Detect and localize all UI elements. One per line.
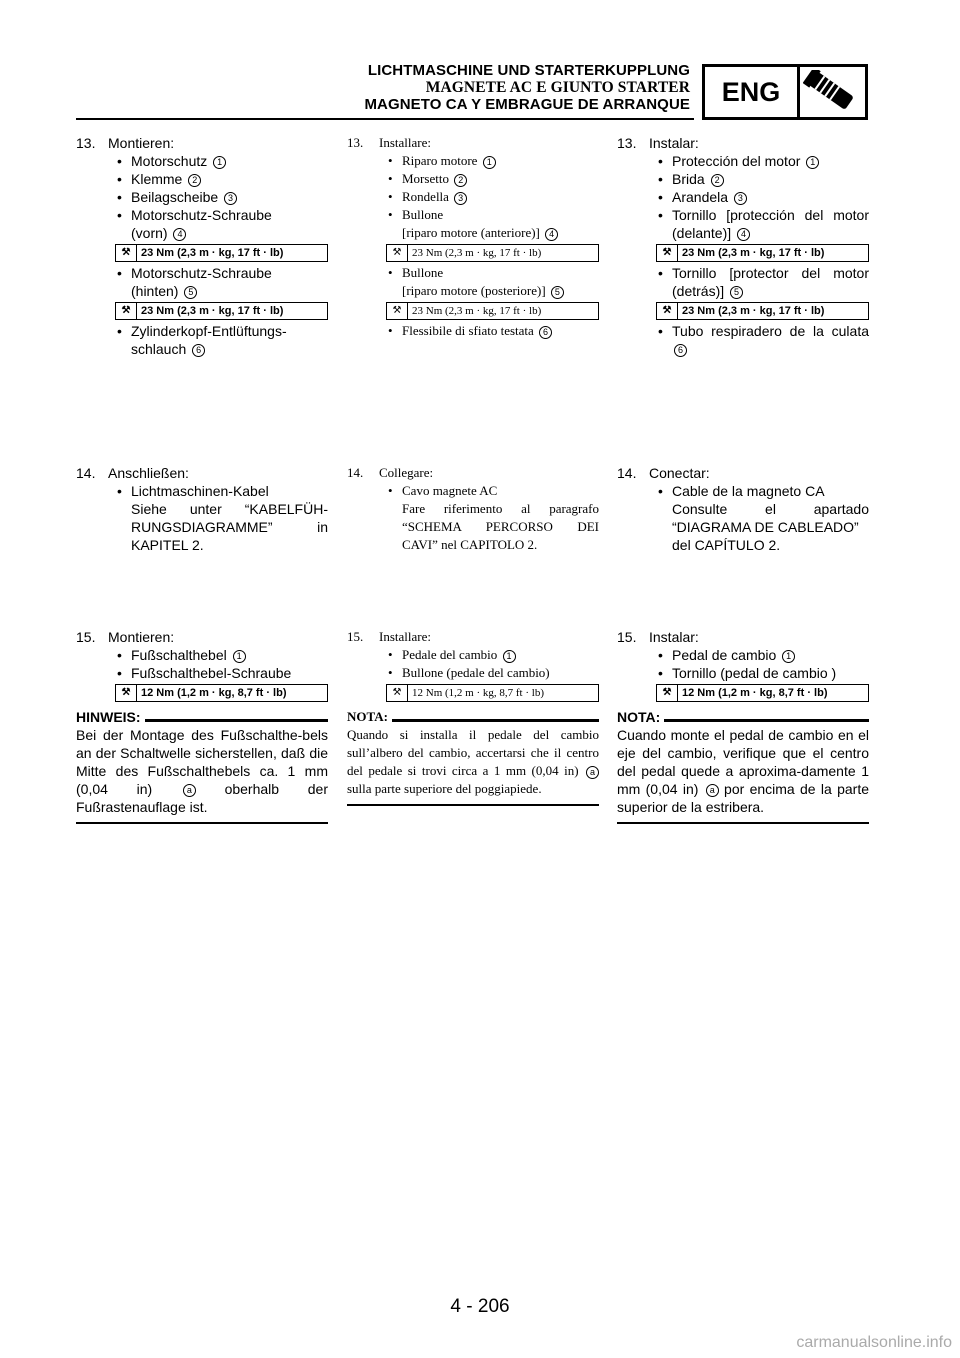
note-heading: NOTA: — [617, 708, 869, 726]
note-end-rule — [617, 822, 869, 824]
step-14-de: 14. Anschließen: • Lichtmaschinen-Kabel Siehe unter “KABELFÜH- RUNGSDIAGRAMME” in KAPITEL 2. — [76, 465, 328, 553]
step-14-es: 14. Conectar: • Cable de la magneto CA Consulte el apartado “DIAGRAMA DE CABLEADO” del CAPÍTULO 2. — [617, 465, 869, 553]
header-rule — [76, 118, 694, 120]
reference-text: del CAPÍTULO 2. — [672, 537, 781, 553]
list-item: • Morsetto 2 — [347, 170, 599, 188]
callout-number: 6 — [192, 344, 205, 357]
reference-text: CAVI” nel CAPITOLO 2. — [402, 537, 538, 552]
note-heading: HINWEIS: — [76, 708, 328, 726]
note-end-rule — [347, 804, 599, 806]
torque-spec: ⚒ 23 Nm (2,3 m · kg, 17 ft · lb) — [115, 302, 328, 320]
reference-text: Fare riferimento al paragrafo — [402, 501, 599, 516]
callout-number: 2 — [711, 174, 724, 187]
torque-wrench-icon: ⚒ — [387, 685, 408, 701]
callout-number: 1 — [483, 156, 496, 169]
reference-text: KAPITEL 2. — [131, 537, 204, 553]
note-body: Quando si installa il pedale del cambio sull’albero del cambio, accertarsi che il centro del pedale si trovi circa a 1 mm (0,04 in) a sulla parte superiore del poggiapiede. — [347, 727, 599, 796]
list-item: • Arandela 3 — [617, 188, 869, 206]
torque-spec: ⚒ 23 Nm (2,3 m · kg, 17 ft · lb) — [386, 244, 599, 262]
step-14-it: 14. Collegare: • Cavo magnete AC Fare riferimento al paragrafo “SCHEMA PERCORSO DEI CAVI” nel CAPITOLO 2. — [347, 465, 599, 552]
step-13-es: 13. Instalar: • Protección del motor 1 • Brida 2 • Arandela 3 • Tornillo [protección del motor (delante)] 4 ⚒ 23 Nm (2,3 m · kg, 17 ft · lb) • Tornillo [protector del motor (detrás)] 5 ⚒ 23 Nm (2,3 m · kg, 17 ft · lb) • Tubo respiradero de la culata 6 — [617, 134, 869, 358]
torque-spec: ⚒ 23 Nm (2,3 m · kg, 17 ft · lb) — [386, 302, 599, 320]
callout-number: 5 — [184, 286, 197, 299]
list-item: • Pedale del cambio 1 — [347, 646, 599, 664]
list-item: • Protección del motor 1 — [617, 152, 869, 170]
callout-number: 3 — [734, 192, 747, 205]
note-end-rule — [76, 822, 328, 824]
callout-number: 6 — [539, 326, 552, 339]
list-item: • Lichtmaschinen-Kabel — [117, 483, 269, 499]
list-item: • Cavo magnete AC — [388, 483, 498, 498]
torque-wrench-icon: ⚒ — [387, 245, 408, 261]
reference-text: “SCHEMA PERCORSO DEI — [402, 519, 599, 534]
callout-number: 5 — [730, 286, 743, 299]
torque-spec: ⚒ 12 Nm (1,2 m · kg, 8,7 ft · lb) — [656, 684, 869, 702]
page-number: 4 - 206 — [450, 1296, 510, 1317]
list-item: • Motorschutz-Schraube (vorn) 4 — [117, 207, 272, 241]
list-item: • Flessibile di sfiato testata 6 — [347, 322, 599, 340]
callout-number: 1 — [213, 156, 226, 169]
list-item: • Fußschalthebel-Schraube — [117, 665, 292, 681]
section-badge-label: ENG — [705, 67, 800, 117]
step-15-de: 15. Montieren: • Fußschalthebel 1 • Fußschalthebel-Schraube ⚒ 12 Nm (1,2 m · kg, 8,7 ft · lb) HINWEIS: Bei der Montage des Fußschalthe-bels an der Schaltwelle sicherstellen, daß die Mitte des Fußschalthebels ca. 1 mm (0,04 in) a oberhalb der Fußrastenauflage ist. — [76, 628, 328, 824]
list-item: • Tornillo (pedal de cambio ) — [658, 665, 837, 681]
callout-number: 3 — [224, 192, 237, 205]
torque-wrench-icon: ⚒ — [116, 303, 137, 319]
wrench-bolt-icon — [800, 67, 865, 117]
list-item: • Tornillo [protector del motor (detrás)] 5 — [658, 265, 869, 299]
callout-number: 4 — [545, 228, 558, 241]
torque-wrench-icon: ⚒ — [657, 245, 678, 261]
list-item: • Zylinderkopf-Entlüftungs- schlauch 6 — [117, 323, 287, 357]
step-15-it: 15. Installare: • Pedale del cambio 1 • Bullone (pedale del cambio) ⚒ 12 Nm (1,2 m · kg, 8,7 ft · lb) NOTA: Quando si installa il pedale del cambio sull’albero del cambio, accertarsi che il centro del pedale si trovi circa a 1 mm (0,04 in) a sulla parte superiore del poggiapiede. — [347, 628, 599, 806]
list-item: • Brida 2 — [617, 170, 869, 188]
callout-number: 4 — [737, 228, 750, 241]
list-item: • Cable de la magneto CA — [658, 483, 825, 499]
callout-number: 2 — [454, 174, 467, 187]
torque-wrench-icon: ⚒ — [116, 245, 137, 261]
reference-text: Consulte el apartado — [672, 501, 869, 517]
header-title-it: MAGNETE AC E GIUNTO STARTER — [425, 79, 690, 96]
torque-spec: ⚒ 12 Nm (1,2 m · kg, 8,7 ft · lb) — [386, 684, 599, 702]
step-15-es: 15. Instalar: • Pedal de cambio 1 • Tornillo (pedal de cambio ) ⚒ 12 Nm (1,2 m · kg, 8,7 ft · lb) NOTA: Cuando monte el pedal de cambio en el eje del cambio, verifique que el centro del pedal quede a aproxima-damente 1 mm (0,04 in) a por encima de la parte superior de la estribera. — [617, 628, 869, 824]
step-number: 13. — [76, 135, 96, 151]
callout-letter: a — [183, 784, 196, 797]
torque-wrench-icon: ⚒ — [657, 303, 678, 319]
list-item: • Tubo respiradero de la culata 6 — [658, 323, 869, 355]
list-item: • Bullone [riparo motore (anteriore)] 4 — [347, 206, 599, 242]
callout-number: 6 — [674, 344, 687, 357]
callout-letter: a — [586, 766, 599, 779]
step-13-it: 13. Installare: • Riparo motore 1 • Morsetto 2 • Rondella 3 • Bullone [riparo motore (anteriore)] 4 ⚒ 23 Nm (2,3 m · kg, 17 ft · lb) • Bullone [riparo motore (posteriore)] 5 ⚒ 23 Nm (2,3 m · kg, 17 ft · lb) • Flessibile di sfiato testata 6 — [347, 134, 599, 340]
callout-number: 3 — [454, 192, 467, 205]
torque-spec: ⚒ 23 Nm (2,3 m · kg, 17 ft · lb) — [656, 302, 869, 320]
callout-number: 2 — [188, 174, 201, 187]
callout-number: 4 — [173, 228, 186, 241]
callout-number: 1 — [503, 650, 516, 663]
header-title-es: MAGNETO CA Y EMBRAGUE DE ARRANQUE — [364, 96, 690, 113]
list-item: • Pedal de cambio 1 — [617, 646, 869, 664]
callout-number: 5 — [551, 286, 564, 299]
torque-spec: ⚒ 23 Nm (2,3 m · kg, 17 ft · lb) — [115, 244, 328, 262]
list-item: • Klemme 2 — [76, 170, 328, 188]
list-item: • Fußschalthebel 1 — [76, 646, 328, 664]
callout-number: 1 — [782, 650, 795, 663]
reference-text: Siehe unter “KABELFÜH- — [131, 501, 328, 517]
torque-spec: ⚒ 23 Nm (2,3 m · kg, 17 ft · lb) — [656, 244, 869, 262]
torque-wrench-icon: ⚒ — [387, 303, 408, 319]
callout-number: 1 — [233, 650, 246, 663]
reference-text: “DIAGRAMA DE CABLEADO” — [672, 519, 859, 535]
watermark[interactable]: carmanualsonline.info — [796, 1334, 952, 1351]
step-title: Montieren: — [108, 135, 175, 151]
list-item: • Beilagscheibe 3 — [76, 188, 328, 206]
header-title-de: LICHTMASCHINE UND STARTERKUPPLUNG — [367, 62, 690, 79]
reference-text: RUNGSDIAGRAMME” in — [131, 519, 328, 535]
list-item: • Motorschutz 1 — [76, 152, 328, 170]
torque-wrench-icon: ⚒ — [657, 685, 678, 701]
list-item: • Rondella 3 — [347, 188, 599, 206]
list-item: • Tornillo [protección del motor (delante)] 4 — [658, 207, 869, 241]
note-body: Cuando monte el pedal de cambio en el eje del cambio, verifique que el centro del pedal quede a aproxima-damente 1 mm (0,04 in) a por encima de la parte superior de la estribera. — [617, 727, 869, 815]
torque-wrench-icon: ⚒ — [116, 685, 137, 701]
note-heading: NOTA: — [347, 708, 599, 726]
note-body: Bei der Montage des Fußschalthe-bels an der Schaltwelle sicherstellen, daß die Mitte des Fußschalthebels ca. 1 mm (0,04 in) a oberhalb der Fußrastenauflage ist. — [76, 727, 328, 815]
callout-number: 1 — [806, 156, 819, 169]
step-13-de — [76, 134, 328, 358]
list-item: • Motorschutz-Schraube (hinten) 5 — [117, 265, 272, 299]
list-item: • Bullone (pedale del cambio) — [388, 665, 550, 680]
callout-letter: a — [706, 784, 719, 797]
section-badge — [702, 64, 868, 120]
page-header — [364, 62, 690, 113]
list-item: • Bullone [riparo motore (posteriore)] 5 — [347, 264, 599, 300]
list-item: • Riparo motore 1 — [347, 152, 599, 170]
torque-spec: ⚒ 12 Nm (1,2 m · kg, 8,7 ft · lb) — [115, 684, 328, 702]
